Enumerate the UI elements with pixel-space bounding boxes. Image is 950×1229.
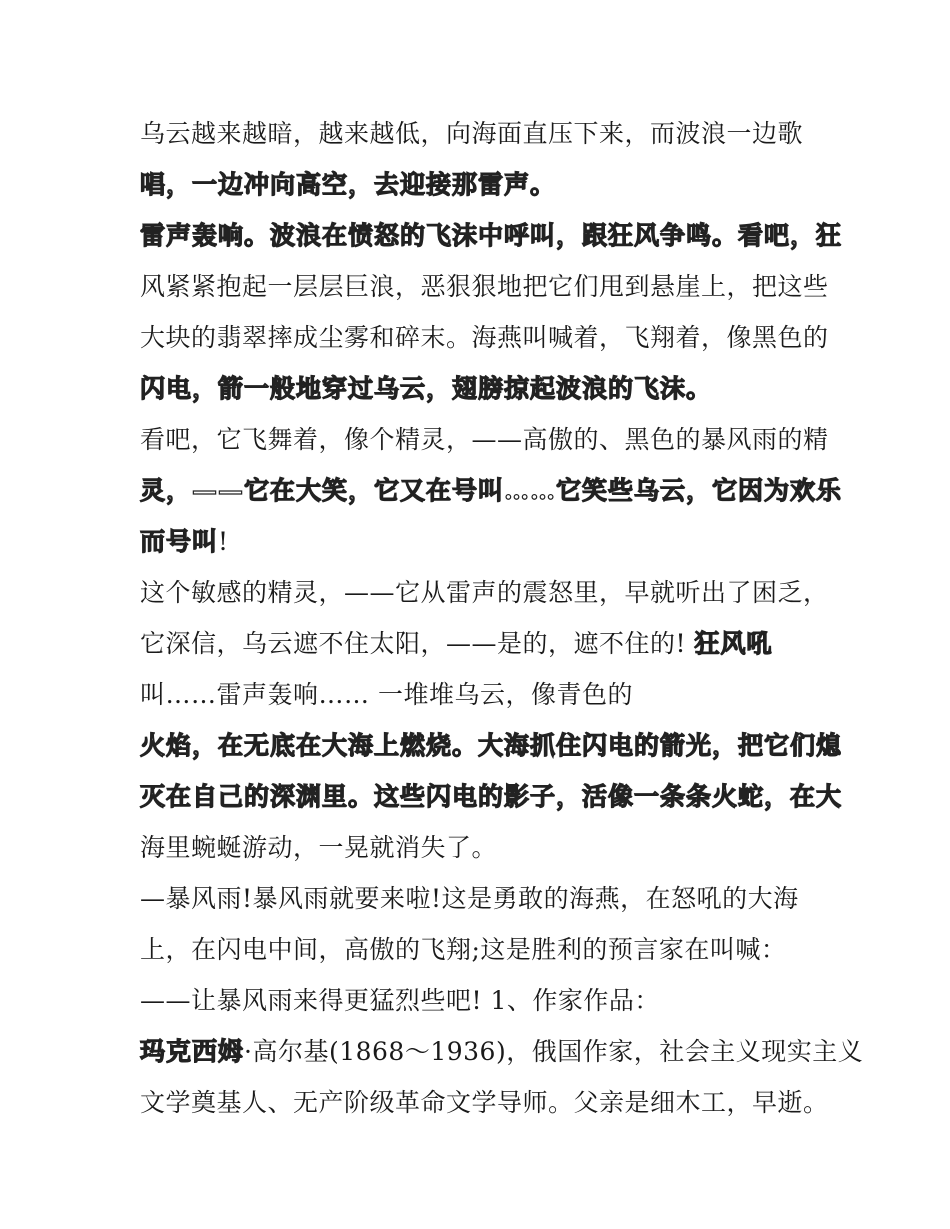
text-line — [140, 465, 843, 516]
text-segment: 这个敏感的精灵，——它从雷声的震怒里，早就听出了困乏， — [140, 578, 829, 607]
outlined-text-segment: 灭在自己的深渊里。这些闪电的影子，活像一条条火蛇，在大 — [140, 782, 843, 811]
text-segment: 看吧，它飞舞着，像个精灵，——高傲的、黑色的暴风雨的精 — [140, 425, 829, 454]
outlined-text-segment: 闪电，箭一般地穿过乌云，翅膀掠起波浪的飞沫。 — [140, 374, 713, 403]
text-segment: 大块的翡翠摔成尘雾和碎末。海燕叫喊着，飞翔着，像黑色的 — [140, 323, 829, 352]
outlined-text-segment: 雷声轰响。波浪在愤怒的飞沫中呼叫，跟狂风争鸣。看吧，狂 — [140, 221, 843, 250]
text-segment: 风紧紧抱起一层层巨浪，恶狠狠地把它们甩到悬崖上，把这些 — [140, 272, 829, 301]
outlined-text-segment: 火焰，在无底在大海上燃烧。大海抓住闪电的箭光，把它们熄 — [140, 731, 843, 760]
text-segment: 海里蜿蜒游动，一晃就消失了。 — [140, 833, 498, 862]
outlined-text-segment: 而号叫 — [140, 527, 219, 556]
text-line — [140, 618, 830, 669]
text-line — [140, 516, 830, 567]
text-segment: ·高尔基(1868～1936)，俄国作家，社会主义现实主义 — [244, 1037, 864, 1066]
text-segment: 上，在闪电中间，高傲的飞翔;这是胜利的预言家在叫喊： — [140, 935, 787, 964]
text-line — [140, 873, 830, 924]
text-line — [140, 567, 830, 618]
text-line — [140, 363, 830, 414]
text-line — [140, 210, 843, 261]
text-line — [140, 669, 830, 720]
text-line — [140, 924, 830, 975]
text-segment: 它深信，乌云遮不住太阳，——是的，遮不住的! — [140, 629, 695, 658]
text-line — [140, 159, 830, 210]
text-line — [140, 822, 830, 873]
text-line — [140, 771, 843, 822]
outlined-text-segment: 狂风吼 — [694, 629, 773, 658]
outlined-text-segment: 玛克西姆 — [140, 1037, 245, 1066]
text-segment: ! — [218, 527, 229, 556]
text-segment: 乌云越来越暗，越来越低，向海面直压下来，而波浪一边歌 — [140, 119, 804, 148]
text-segment: 叫……雷声轰响…… 一堆堆乌云，像青色的 — [140, 680, 633, 709]
outlined-text-segment: 唱，一边冲向高空，去迎接那雷声。 — [140, 170, 557, 199]
text-line — [140, 108, 830, 159]
text-line — [140, 414, 830, 465]
text-segment: —暴风雨!暴风雨就要来啦!这是勇敢的海燕，在怒吼的大海 — [140, 884, 799, 913]
text-line — [140, 720, 843, 771]
document-page — [140, 108, 864, 1128]
text-segment: 文学奠基人、无产阶级革命文学导师。父亲是细木工，早逝。 — [140, 1088, 829, 1117]
text-line — [140, 312, 830, 363]
text-segment: ——让暴风雨来得更猛烈些吧! 1、作家作品： — [140, 986, 660, 1015]
text-line — [140, 975, 830, 1026]
outlined-text-segment: 灵，——它在大笑，它又在号叫……它笑些乌云，它因为欢乐 — [140, 476, 843, 505]
text-line — [140, 1077, 830, 1128]
text-line — [140, 261, 830, 312]
text-line — [140, 1026, 864, 1077]
